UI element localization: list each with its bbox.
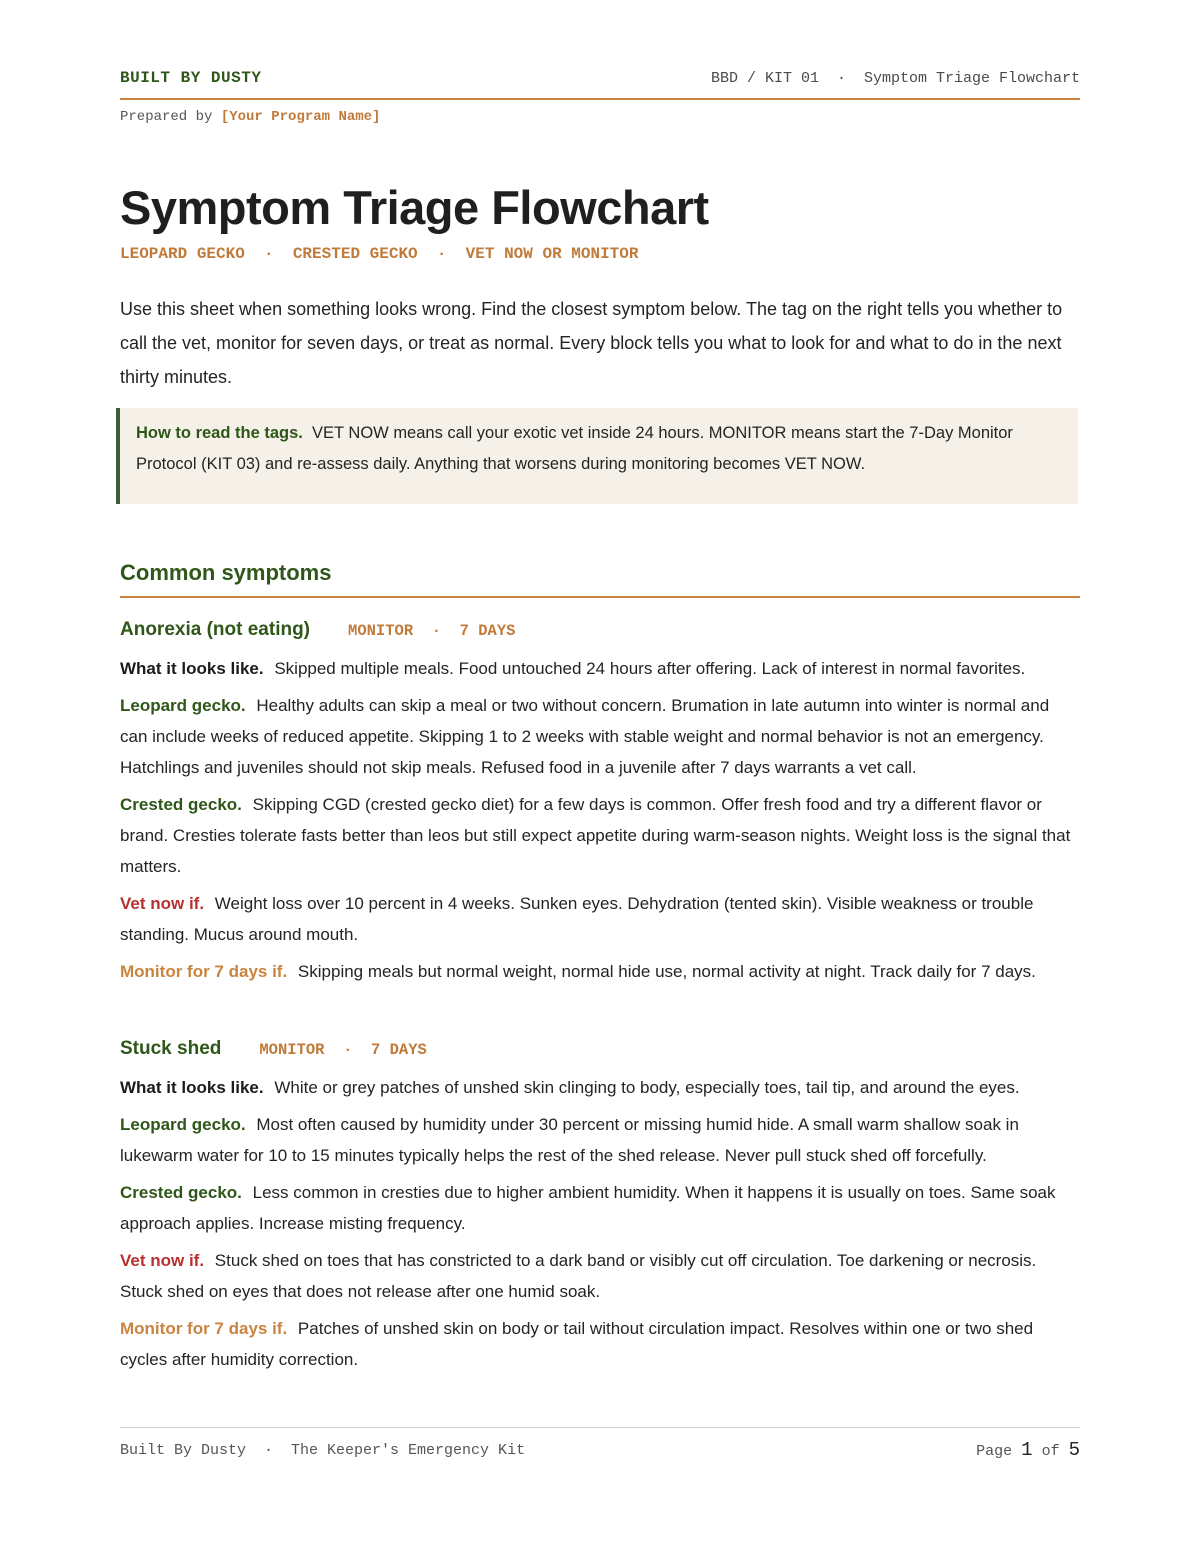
leopard-gecko-row [120, 690, 1080, 783]
monitor-text: Skipping meals but normal weight, normal hide use, normal activity at night. Track daily for 7 days. [297, 962, 1036, 981]
crested-gecko-text: Less common in cresties due to higher ambient humidity. When it happens it is usually on toes. Same soak approach applies. Increase misting frequency. [120, 1183, 1056, 1233]
crested-gecko-text: Skipping CGD (crested gecko diet) for a few days is common. Offer fresh food and try a different flavor or brand. Cresties tolerate fasts better than leos but still expect appetite during warm-season nights. Weight loss is the signal that matters. [120, 795, 1071, 876]
monitor-label: Monitor for 7 days if. [120, 962, 288, 981]
callout-body: VET NOW means call your exotic vet inside 24 hours. MONITOR means start the 7-Day Monitor Protocol (KIT 03) and re-assess daily. Anything that worsens during monitoring becomes VET NOW. [136, 424, 1013, 473]
symptom-block [120, 1038, 1080, 1381]
monitor-row [120, 956, 1080, 987]
symptom-name: Stuck shed [120, 1038, 222, 1059]
vet-now-text: Weight loss over 10 percent in 4 weeks. Sunken eyes. Dehydration (tented skin). Visible weakness or trouble standing. Mucus around mouth. [120, 894, 1034, 944]
leopard-gecko-text: Healthy adults can skip a meal or two without concern. Brumation in late autumn into winter is normal and can include weeks of reduced appetite. Skipping 1 to 2 weeks with stable weight and normal behavior is not an emergency. Hatchlings and juveniles should not skip meals. Refused food in a juvenile after 7 days warrants a vet call. [120, 696, 1050, 777]
brand-name: BUILT BY DUSTY [120, 69, 262, 87]
total-pages: 5 [1068, 1439, 1080, 1461]
crested-gecko-row [120, 1177, 1080, 1239]
looks-like-text: White or grey patches of unshed skin clinging to body, especially toes, tail tip, and around the eyes. [274, 1078, 1020, 1097]
looks-like-text: Skipped multiple meals. Food untouched 24 hours after offering. Lack of interest in normal favorites. [274, 659, 1026, 678]
symptom-name: Anorexia (not eating) [120, 619, 311, 640]
leopard-gecko-text: Most often caused by humidity under 30 percent or missing humid hide. A small warm shallow soak in lukewarm water for 10 to 15 minutes typically helps the rest of the shed release. Never pull stuck shed off forcefully. [120, 1115, 1019, 1165]
callout-lead: How to read the tags. [136, 424, 303, 442]
vet-now-label: Vet now if. [120, 894, 205, 913]
symptom-header [120, 619, 1080, 653]
crested-gecko-label: Crested gecko. [120, 1183, 242, 1202]
leopard-gecko-label: Leopard gecko. [120, 1115, 246, 1134]
monitor-text: Patches of unshed skin on body or tail without circulation impact. Resolves within one or two shed cycles after humidity correction. [120, 1319, 1034, 1369]
section-title: Common symptoms [120, 560, 332, 585]
prepared-label: Prepared by [120, 109, 221, 125]
leopard-gecko-row [120, 1109, 1080, 1171]
monitor-row [120, 1313, 1080, 1375]
monitor-label: Monitor for 7 days if. [120, 1319, 288, 1338]
triage-tag: MONITOR · 7 DAYS [259, 1041, 427, 1059]
looks-like-label: What it looks like. [120, 1078, 264, 1097]
looks-like-row [120, 1072, 1080, 1103]
vet-now-row [120, 888, 1080, 950]
kit-reference: BBD / KIT 01 · Symptom Triage Flowchart [710, 70, 1080, 87]
page-header [120, 66, 1080, 100]
symptom-block [120, 619, 1080, 993]
symptom-header [120, 1038, 1080, 1072]
callout-text [136, 418, 1056, 480]
prepared-by-line [120, 109, 380, 125]
of-label: of [1032, 1443, 1069, 1460]
leopard-gecko-label: Leopard gecko. [120, 696, 246, 715]
section-heading [120, 560, 1080, 598]
looks-like-row [120, 653, 1080, 684]
footer-title: Built By Dusty · The Keeper's Emergency Kit [120, 1442, 526, 1459]
page-footer [120, 1427, 1080, 1461]
crested-gecko-row [120, 789, 1080, 882]
vet-now-row [120, 1245, 1080, 1307]
intro-paragraph: Use this sheet when something looks wrong. Find the closest symptom below. The tag on the right tells you whether to call the vet, monitor for seven days, or treat as normal. Every block tells you what to look for and what to do in the next thirty minutes. [120, 299, 1063, 387]
page-subtitle: LEOPARD GECKO · CRESTED GECKO · VET NOW OR MONITOR [120, 245, 639, 263]
page-label: Page [976, 1443, 1022, 1460]
crested-gecko-label: Crested gecko. [120, 795, 242, 814]
looks-like-label: What it looks like. [120, 659, 264, 678]
page-title: Symptom Triage Flowchart [120, 181, 709, 234]
page-number [976, 1439, 1080, 1461]
program-name-placeholder: [Your Program Name] [220, 109, 381, 125]
vet-now-label: Vet now if. [120, 1251, 205, 1270]
current-page: 1 [1021, 1439, 1033, 1461]
tags-callout [116, 408, 1078, 504]
triage-tag: MONITOR · 7 DAYS [348, 622, 516, 640]
vet-now-text: Stuck shed on toes that has constricted to a dark band or visibly cut off circulation. Toe darkening or necrosis. Stuck shed on eyes that does not release after one humid soak. [120, 1251, 1037, 1301]
